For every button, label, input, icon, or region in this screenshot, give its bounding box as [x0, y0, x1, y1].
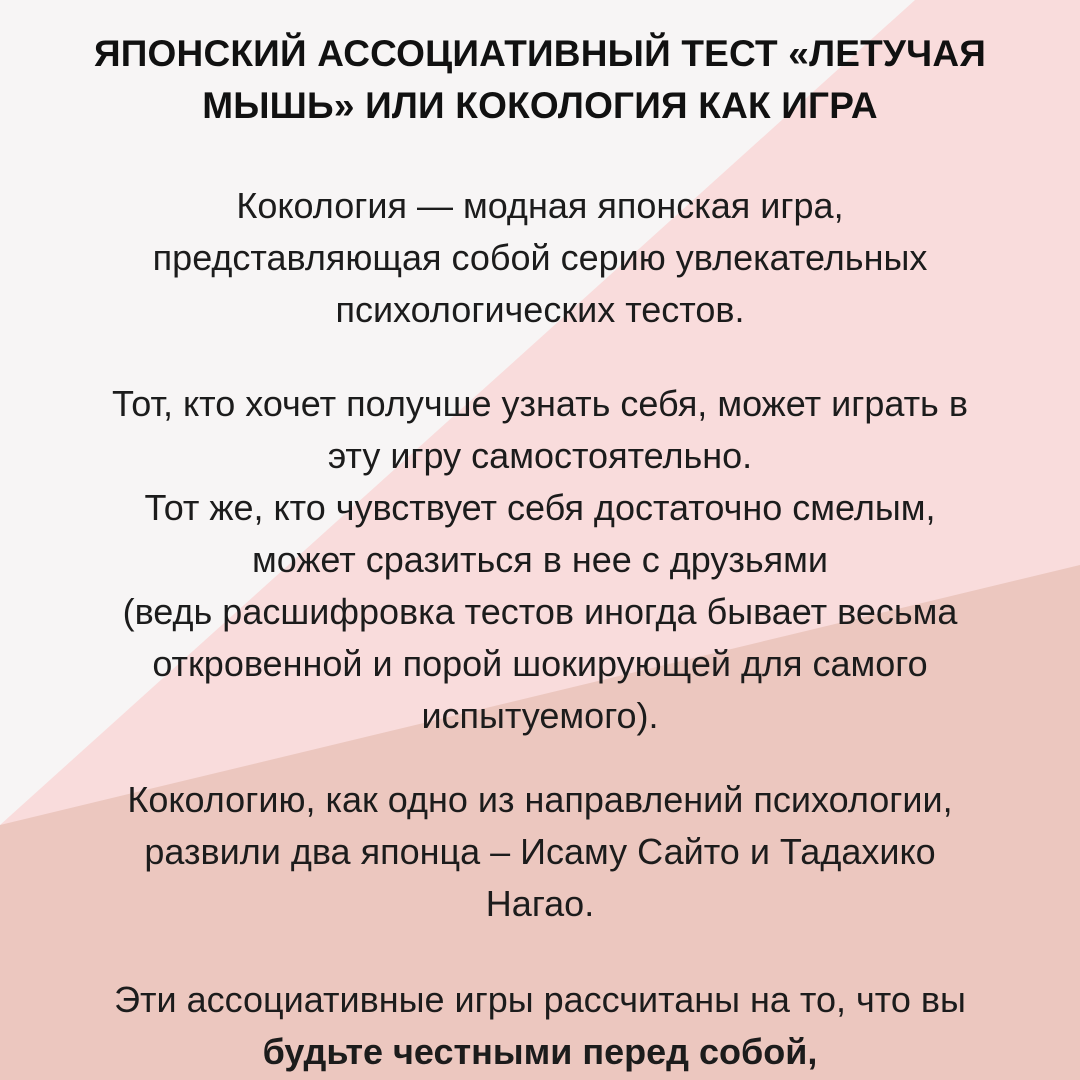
text-line: Кокологию, как одно из направлений психологии, [127, 779, 953, 820]
text-line: Нагао. [485, 883, 595, 924]
bold-text-line: будьте честными перед собой, [262, 1031, 818, 1072]
text-line: (ведь расшифровка тестов иногда бывает весьма [122, 591, 958, 632]
text-line: Эти ассоциативные игры рассчитаны на то, что вы [114, 979, 966, 1020]
text-line: развили два японца – Исаму Сайто и Тадахико [144, 831, 936, 872]
text-line: откровенной и порой шокирующей для самого [152, 643, 928, 684]
text-line: Тот же, кто чувствует себя достаточно смелым, [144, 487, 936, 528]
paragraph-how-to-play [15, 378, 1065, 742]
title-line-1: ЯПОНСКИЙ АССОЦИАТИВНЫЙ ТЕСТ «ЛЕТУЧАЯ [93, 33, 987, 74]
text-line: Тот, кто хочет получше узнать себя, может играть в [112, 383, 968, 424]
text-line: может сразиться в нее с друзьями [251, 539, 829, 580]
paragraph-honesty [15, 974, 1065, 1078]
text-line: испытуемого). [421, 695, 659, 736]
paragraph-intro [15, 180, 1065, 336]
text-line: психологических тестов. [335, 289, 745, 330]
text-line: Кокология — модная японская игра, [236, 185, 844, 226]
page-title [20, 28, 1060, 132]
title-line-2: МЫШЬ» ИЛИ КОКОЛОГИЯ КАК ИГРА [202, 85, 878, 126]
text-line: представляющая собой серию увлекательных [152, 237, 928, 278]
text-line: эту игру самостоятельно. [327, 435, 753, 476]
paragraph-origin [15, 774, 1065, 930]
